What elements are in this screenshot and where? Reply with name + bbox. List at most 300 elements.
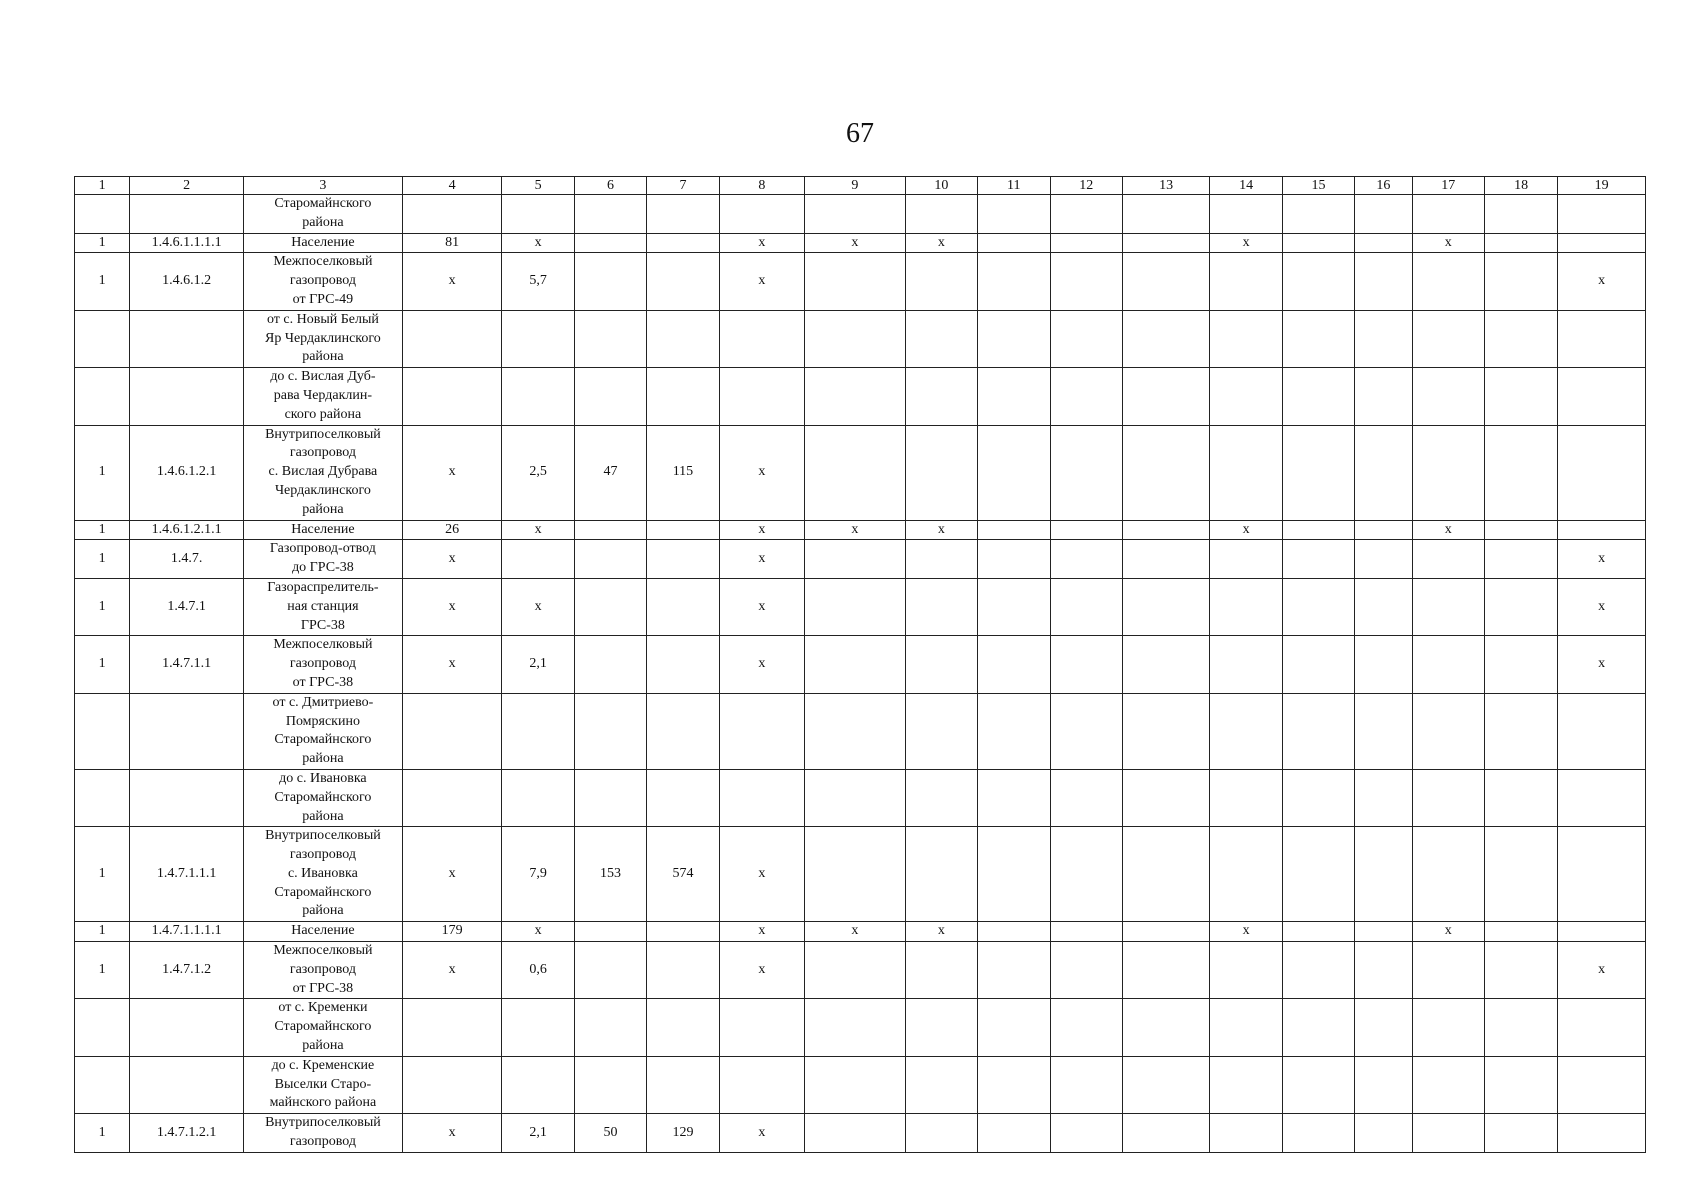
table-cell: 7,9 — [502, 827, 574, 922]
table-cell — [75, 368, 130, 425]
table-cell — [1558, 520, 1646, 540]
table-cell: 1.4.6.1.2.1 — [130, 425, 244, 520]
table-cell: x — [805, 233, 906, 253]
table-cell: x — [719, 922, 804, 942]
table-cell — [1484, 578, 1557, 635]
table-cell — [1122, 310, 1210, 367]
table-cell — [574, 233, 646, 253]
table-cell: x — [719, 1114, 804, 1153]
table-cell — [1210, 769, 1282, 826]
table-cell-name: от с. Дмитриево- Помряскино Старомайнского района — [243, 693, 402, 769]
table-cell — [1558, 693, 1646, 769]
table-cell — [805, 693, 906, 769]
table-cell — [805, 1114, 906, 1153]
table-cell — [647, 195, 719, 234]
table-cell — [719, 195, 804, 234]
table-cell — [1558, 827, 1646, 922]
table-cell — [905, 540, 977, 579]
table-cell-name: от с. Новый Белый Яр Чердаклинского района — [243, 310, 402, 367]
table-cell — [1412, 693, 1484, 769]
table-cell — [647, 253, 719, 310]
table-cell — [1355, 636, 1412, 693]
table-cell: x — [402, 827, 502, 922]
table-cell — [1484, 999, 1557, 1056]
table-cell — [1484, 942, 1557, 999]
table-cell — [1412, 827, 1484, 922]
table-row — [75, 999, 1646, 1056]
table-cell — [1050, 693, 1122, 769]
table-cell: 115 — [647, 425, 719, 520]
table-cell — [402, 693, 502, 769]
table-cell-name: Межпоселковый газопровод от ГРС-38 — [243, 942, 402, 999]
column-number: 19 — [1558, 177, 1646, 195]
table-cell — [719, 368, 804, 425]
table-cell — [1050, 636, 1122, 693]
table-cell: 129 — [647, 1114, 719, 1153]
table-cell — [1050, 1056, 1122, 1113]
table-row — [75, 922, 1646, 942]
table-row — [75, 578, 1646, 635]
table-cell-name: Население — [243, 922, 402, 942]
table-cell — [1412, 540, 1484, 579]
table-cell-name: Внутрипоселковый газопровод с. Ивановка Старомайнского района — [243, 827, 402, 922]
table-cell — [647, 368, 719, 425]
table-cell — [502, 310, 574, 367]
table-cell — [502, 1056, 574, 1113]
table-cell — [978, 942, 1050, 999]
table-cell — [719, 310, 804, 367]
table-cell — [1210, 310, 1282, 367]
table-cell — [1210, 253, 1282, 310]
table-cell — [1412, 425, 1484, 520]
table-cell — [1282, 636, 1354, 693]
table-cell — [1282, 310, 1354, 367]
table-cell: x — [1412, 233, 1484, 253]
table-cell — [647, 520, 719, 540]
table-row — [75, 253, 1646, 310]
table-cell — [1210, 425, 1282, 520]
table-cell: x — [1412, 520, 1484, 540]
table-cell-name: Население — [243, 520, 402, 540]
data-table — [74, 176, 1646, 1153]
table-cell — [1282, 578, 1354, 635]
table-cell — [978, 520, 1050, 540]
table-cell — [75, 999, 130, 1056]
table-cell: 1.4.7. — [130, 540, 244, 579]
table-row — [75, 693, 1646, 769]
table-cell — [647, 540, 719, 579]
table-row — [75, 1056, 1646, 1113]
table-row — [75, 540, 1646, 579]
table-cell — [1484, 540, 1557, 579]
table-cell — [574, 1056, 646, 1113]
table-cell — [130, 999, 244, 1056]
table-cell — [978, 1114, 1050, 1153]
table-cell — [1282, 922, 1354, 942]
table-cell: x — [719, 233, 804, 253]
table-cell — [1122, 827, 1210, 922]
table-cell — [805, 195, 906, 234]
table-cell — [1355, 540, 1412, 579]
column-number: 18 — [1484, 177, 1557, 195]
column-number: 10 — [905, 177, 977, 195]
table-cell — [1210, 195, 1282, 234]
table-cell — [1355, 233, 1412, 253]
table-cell — [978, 769, 1050, 826]
table-cell — [1122, 999, 1210, 1056]
table-cell — [905, 942, 977, 999]
table-cell-name: Межпоселковый газопровод от ГРС-49 — [243, 253, 402, 310]
table-cell — [1484, 827, 1557, 922]
table-cell — [978, 368, 1050, 425]
table-row — [75, 425, 1646, 520]
table-cell — [1050, 425, 1122, 520]
table-cell: 574 — [647, 827, 719, 922]
table-cell — [1122, 520, 1210, 540]
table-cell — [1484, 693, 1557, 769]
table-cell: 1.4.7.1.1 — [130, 636, 244, 693]
table-cell — [647, 233, 719, 253]
table-cell — [1282, 1114, 1354, 1153]
table-cell — [1282, 233, 1354, 253]
table-cell: 1.4.6.1.2 — [130, 253, 244, 310]
table-cell: 1 — [75, 636, 130, 693]
table-cell: 2,1 — [502, 636, 574, 693]
table-cell — [574, 693, 646, 769]
table-cell — [805, 368, 906, 425]
table-cell — [1210, 942, 1282, 999]
column-number: 14 — [1210, 177, 1282, 195]
table-cell — [647, 942, 719, 999]
table-cell: x — [1210, 520, 1282, 540]
table-cell-name: до с. Кременские Выселки Старо- майнского района — [243, 1056, 402, 1113]
table-cell — [1282, 827, 1354, 922]
table-cell — [905, 578, 977, 635]
table-cell — [402, 999, 502, 1056]
table-cell — [905, 636, 977, 693]
table-cell — [75, 693, 130, 769]
table-cell — [1355, 425, 1412, 520]
table-cell — [1122, 195, 1210, 234]
table-cell — [905, 253, 977, 310]
table-cell-name: до с. Ивановка Старомайнского района — [243, 769, 402, 826]
table-cell — [1050, 922, 1122, 942]
table-cell — [574, 578, 646, 635]
table-cell — [978, 922, 1050, 942]
table-cell — [719, 1056, 804, 1113]
table-cell: 1 — [75, 520, 130, 540]
table-cell — [978, 425, 1050, 520]
page-number: 67 — [846, 118, 874, 149]
table-cell: x — [502, 578, 574, 635]
table-cell — [647, 578, 719, 635]
table-cell — [647, 1056, 719, 1113]
table-cell — [647, 310, 719, 367]
table-cell — [805, 999, 906, 1056]
table-cell: 1.4.7.1.2.1 — [130, 1114, 244, 1153]
table-cell — [1050, 310, 1122, 367]
table-cell — [574, 195, 646, 234]
table-cell — [1558, 769, 1646, 826]
table-cell — [502, 540, 574, 579]
table-cell-name: Старомайнского района — [243, 195, 402, 234]
table-cell: 1 — [75, 1114, 130, 1153]
table-cell: 1 — [75, 233, 130, 253]
table-cell: 153 — [574, 827, 646, 922]
column-number: 2 — [130, 177, 244, 195]
table-cell-name: Население — [243, 233, 402, 253]
table-cell — [130, 310, 244, 367]
table-cell — [1484, 1114, 1557, 1153]
table-cell: x — [719, 425, 804, 520]
table-cell — [1558, 1114, 1646, 1153]
table-cell — [1282, 540, 1354, 579]
table-cell — [1122, 253, 1210, 310]
column-number: 11 — [978, 177, 1050, 195]
table-cell — [75, 1056, 130, 1113]
table-cell — [1558, 195, 1646, 234]
table-cell — [402, 1056, 502, 1113]
table-cell: 81 — [402, 233, 502, 253]
table-cell: x — [719, 636, 804, 693]
table-cell — [1412, 636, 1484, 693]
table-cell — [1558, 922, 1646, 942]
table-cell: x — [502, 233, 574, 253]
table-cell — [1122, 368, 1210, 425]
table-cell — [1355, 520, 1412, 540]
table-cell — [1484, 233, 1557, 253]
table-cell — [130, 195, 244, 234]
table-cell — [1122, 1114, 1210, 1153]
table-cell — [805, 425, 906, 520]
table-cell — [1412, 769, 1484, 826]
table-cell — [905, 827, 977, 922]
table-cell — [574, 368, 646, 425]
table-cell — [1210, 1056, 1282, 1113]
table-cell — [647, 999, 719, 1056]
table-cell — [1412, 195, 1484, 234]
table-cell: 1.4.7.1.1.1.1 — [130, 922, 244, 942]
table-cell — [502, 693, 574, 769]
table-row — [75, 195, 1646, 234]
table-cell: 1 — [75, 922, 130, 942]
table-cell — [502, 769, 574, 826]
table-row — [75, 827, 1646, 922]
table-cell: x — [805, 520, 906, 540]
table-cell — [905, 1056, 977, 1113]
table-cell — [1050, 253, 1122, 310]
table-cell — [905, 425, 977, 520]
table-cell — [1412, 1114, 1484, 1153]
table-cell — [805, 942, 906, 999]
table-cell — [978, 578, 1050, 635]
table-cell — [130, 693, 244, 769]
table-cell: 5,7 — [502, 253, 574, 310]
column-number-row — [75, 177, 1646, 195]
table-row — [75, 520, 1646, 540]
table-cell: x — [1412, 922, 1484, 942]
table-cell — [1484, 769, 1557, 826]
table-cell — [1355, 922, 1412, 942]
table-cell — [905, 769, 977, 826]
table-cell — [1210, 368, 1282, 425]
table-cell — [1210, 827, 1282, 922]
column-number: 12 — [1050, 177, 1122, 195]
table-cell — [1122, 425, 1210, 520]
table-cell — [574, 540, 646, 579]
table-cell — [1355, 195, 1412, 234]
table-cell — [402, 368, 502, 425]
table-cell — [1282, 195, 1354, 234]
table-cell — [1558, 425, 1646, 520]
table-cell — [978, 310, 1050, 367]
table-cell: x — [402, 425, 502, 520]
table-cell: x — [719, 520, 804, 540]
table-cell — [647, 636, 719, 693]
table-cell — [1558, 999, 1646, 1056]
table-row — [75, 636, 1646, 693]
table-cell — [1282, 520, 1354, 540]
column-number: 17 — [1412, 177, 1484, 195]
table-cell — [1282, 253, 1354, 310]
table-cell: x — [402, 578, 502, 635]
table-cell — [502, 999, 574, 1056]
table-cell: x — [1558, 636, 1646, 693]
table-cell — [1122, 636, 1210, 693]
table-cell — [1122, 578, 1210, 635]
table-row — [75, 1114, 1646, 1153]
table-cell — [1484, 253, 1557, 310]
table-cell — [1355, 769, 1412, 826]
table-row — [75, 310, 1646, 367]
table-cell: x — [1558, 253, 1646, 310]
table-cell — [1484, 520, 1557, 540]
table-cell — [1484, 1056, 1557, 1113]
table-cell: x — [402, 540, 502, 579]
table-cell — [130, 368, 244, 425]
table-cell — [75, 769, 130, 826]
table-cell: 1 — [75, 425, 130, 520]
table-cell — [1355, 942, 1412, 999]
table-cell-name: Межпоселковый газопровод от ГРС-38 — [243, 636, 402, 693]
table-cell — [719, 693, 804, 769]
table-cell — [1412, 368, 1484, 425]
column-number: 4 — [402, 177, 502, 195]
table-cell — [1558, 1056, 1646, 1113]
table-cell — [1484, 922, 1557, 942]
table-cell — [1050, 999, 1122, 1056]
table-cell — [1050, 540, 1122, 579]
table-cell — [1210, 999, 1282, 1056]
table-cell — [978, 693, 1050, 769]
column-number: 16 — [1355, 177, 1412, 195]
table-cell — [1122, 769, 1210, 826]
table-cell — [805, 253, 906, 310]
table-cell — [1050, 368, 1122, 425]
table-cell: x — [719, 540, 804, 579]
table-cell — [1355, 578, 1412, 635]
table-cell: x — [1210, 922, 1282, 942]
table-cell: 1.4.7.1.1.1 — [130, 827, 244, 922]
table-cell-name: Газопровод-отвод до ГРС-38 — [243, 540, 402, 579]
table-cell — [978, 1056, 1050, 1113]
table-cell: x — [719, 578, 804, 635]
table-cell — [1355, 310, 1412, 367]
table-cell — [1484, 425, 1557, 520]
table-cell — [1412, 999, 1484, 1056]
table-cell: x — [1558, 540, 1646, 579]
table-cell — [1122, 942, 1210, 999]
table-cell — [905, 1114, 977, 1153]
table-cell — [1122, 540, 1210, 579]
table-cell — [502, 368, 574, 425]
table-cell — [1558, 368, 1646, 425]
column-number: 3 — [243, 177, 402, 195]
table-cell — [1282, 1056, 1354, 1113]
table-cell: 2,5 — [502, 425, 574, 520]
table-cell — [574, 636, 646, 693]
table-cell: 50 — [574, 1114, 646, 1153]
table-cell — [647, 769, 719, 826]
table-cell: 26 — [402, 520, 502, 540]
table-cell — [402, 195, 502, 234]
table-cell — [719, 769, 804, 826]
table-cell — [1355, 693, 1412, 769]
table-cell — [130, 1056, 244, 1113]
table-cell — [905, 368, 977, 425]
table-cell: x — [1558, 942, 1646, 999]
table-cell — [1282, 942, 1354, 999]
table-cell: 1 — [75, 540, 130, 579]
table-cell — [75, 310, 130, 367]
table-cell — [1412, 253, 1484, 310]
table-cell — [1122, 233, 1210, 253]
table-cell: 1 — [75, 827, 130, 922]
table-cell — [502, 195, 574, 234]
table-cell: x — [502, 922, 574, 942]
table-cell — [1484, 310, 1557, 367]
table-cell — [1050, 1114, 1122, 1153]
table-row — [75, 942, 1646, 999]
table-cell — [805, 636, 906, 693]
table-cell-name: Газораспрелитель- ная станция ГРС-38 — [243, 578, 402, 635]
table-cell — [1282, 693, 1354, 769]
table-cell — [1122, 693, 1210, 769]
table-cell: 179 — [402, 922, 502, 942]
column-number: 15 — [1282, 177, 1354, 195]
table-cell — [1558, 233, 1646, 253]
table-cell — [805, 827, 906, 922]
table-cell — [978, 636, 1050, 693]
table-cell — [1282, 425, 1354, 520]
table-cell — [574, 942, 646, 999]
table-cell-name: Внутрипоселковый газопровод — [243, 1114, 402, 1153]
table-cell-name: от с. Кременки Старомайнского района — [243, 999, 402, 1056]
table-cell — [1355, 999, 1412, 1056]
table-cell — [1210, 693, 1282, 769]
table-cell — [647, 693, 719, 769]
column-number: 1 — [75, 177, 130, 195]
table-cell: x — [805, 922, 906, 942]
table-cell: x — [402, 1114, 502, 1153]
table-cell — [574, 769, 646, 826]
table-cell — [1050, 520, 1122, 540]
table-cell — [1210, 540, 1282, 579]
table-cell — [1210, 1114, 1282, 1153]
table-cell: x — [905, 520, 977, 540]
table-cell — [905, 693, 977, 769]
table-cell: 1.4.7.1 — [130, 578, 244, 635]
